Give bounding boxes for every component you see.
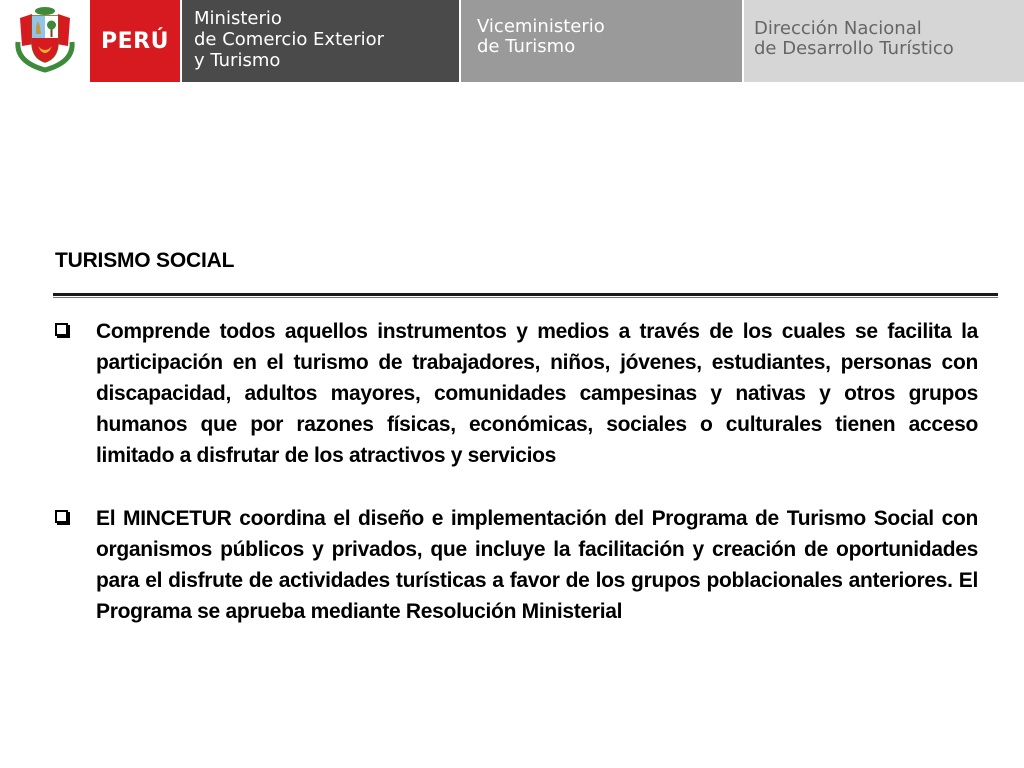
ministry-line-2: de Comercio Exterior [194,29,385,50]
list-item [55,503,978,627]
direction-line-2: de Desarrollo Turístico [754,38,954,59]
direction-line-1: Dirección Nacional [754,18,922,39]
bullet-text: El MINCETUR coordina el diseño e implementación del Programa de Turismo Social con organismos públicos y privados, que incluye la facilitación y creación de oportunidades para el disfrute de actividades turísticas a favor de los grupos poblacionales anteriores. El Programa se aprueba mediante Resolución Ministerial [96,507,978,623]
checkbox-bullet-icon [55,323,68,336]
header-banner [0,0,1024,83]
vice-ministry-line-1: Viceministerio [477,16,605,37]
list-item [55,316,978,471]
vice-ministry-label-box [461,0,742,82]
peru-brand-badge [90,0,180,82]
ministry-line-1: Ministerio [194,8,282,29]
ministry-label-box [182,0,459,82]
direction-label-box [744,0,1024,82]
brand-label: PERÚ [101,28,169,54]
bullet-text: Comprende todos aquellos instrumentos y medios a través de los cuales se facilita la participación en el turismo de trabajadores, niños, jóvenes, estudiantes, personas con discapacidad, adultos mayores, comunidades campesinas y nativas y otros grupos humanos que por razones físicas, económicas, sociales o culturales tienen acceso limitado a disfrutar de los atractivos y servicios [96,320,978,467]
checkbox-bullet-icon [55,510,68,523]
national-coat-of-arms-icon [10,4,80,74]
ministry-line-3: y Turismo [194,50,281,71]
slide-title: TURISMO SOCIAL [55,249,235,272]
title-divider [53,293,998,298]
vice-ministry-line-2: de Turismo [477,36,576,57]
